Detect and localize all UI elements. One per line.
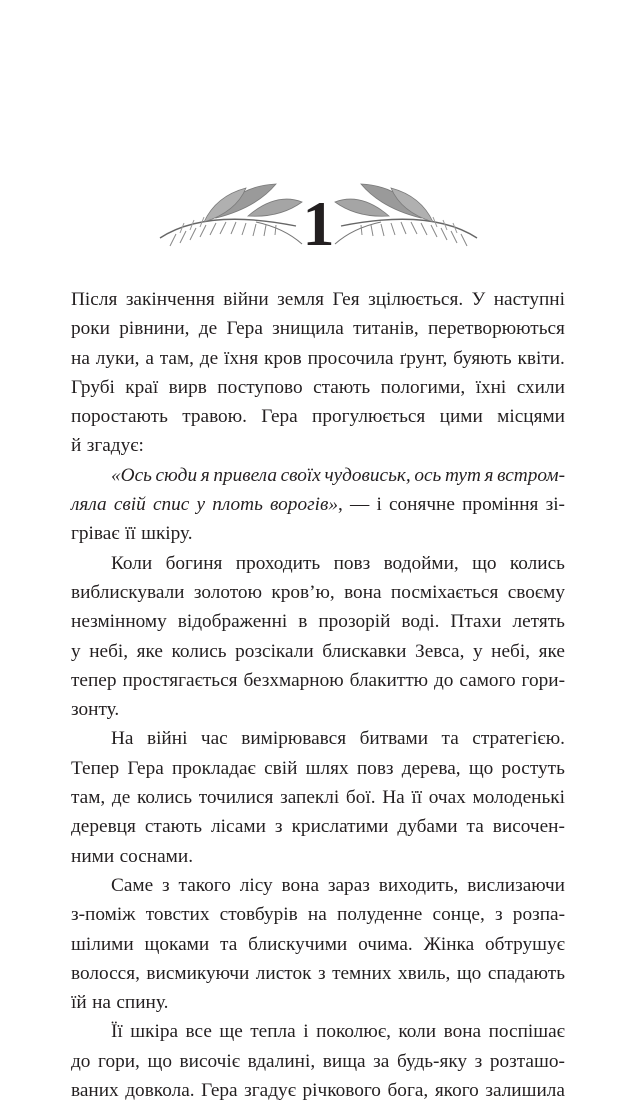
chapter-body [71,285,565,1105]
text-line: Її шкіра все ще тепла і поколює, коли вона поспішає [111,1021,565,1043]
text-line: ними соснами. [71,845,194,867]
text-line: На війні час вимірювався битвами та стратегією. [111,728,565,750]
text-line: шілими щоками та блискучими очима. Жінка обтрушує [71,933,565,955]
text-line: до гори, що височіє вдалині, вища за будь-яку з розташо- [71,1050,565,1072]
paragraph [71,724,565,870]
text-line: Грубі краї вирв поступово стають пологими, їхні схили [71,376,565,398]
text-line: зонту. [71,699,120,721]
text-line: гріває її шкіру. [71,523,193,545]
text-line: «Ось сюди я привела своїх чудовиськ, ось тут я встром- [111,464,565,486]
text-line: їй на спину. [71,992,169,1014]
text-line: Коли богиня проходить повз водойми, що колись [111,552,565,574]
text-line: там, де колись точилися запеклі бої. На її очах молоденькі [71,787,565,809]
paragraph [71,871,565,1017]
text-line: поростають травою. Гера прогулюється цими місцями [71,406,565,428]
text-line: ляла свій спис у плоть ворогів», — і сонячне проміння зі- [71,494,565,516]
text-line: деревця стають лісами з крислатими дубами та височен- [71,816,565,838]
text-line: у небі, яке колись розсікали блискавки Зевса, у небі, яке [71,640,565,662]
text-line: Саме з такого лісу вона зараз виходить, вислизаючи [111,874,565,896]
text-line: Тепер Гера прокладає свій шлях повз дерева, що ростуть [71,757,565,779]
text-line: виблискували золотою кров’ю, вона посміхається своєму [71,581,565,603]
text-line: ваних довкола. Гера згадує річкового бога, якого залишила [71,1080,565,1102]
text-line: на луки, а там, де їхня кров просочила ґрунт, буяють квіти. [71,347,565,369]
text-line: роки рівнини, де Гера знищила титанів, перетворюються [71,318,565,340]
text-line: з-поміж товстих стовбурів на полуденне сонце, з розпа- [71,904,565,926]
paragraph [71,461,565,549]
paragraph [71,1017,565,1105]
text-line: тепер простягається безхмарною блакиттю до самого гори- [71,669,565,691]
text-line: волосся, висмикуючи листок з темних хвиль, що спадають [71,962,565,984]
text-line: й згадує: [71,435,144,457]
text-line: незмінному відображенні в прозорій воді. Птахи летять [71,611,565,633]
text-line: Після закінчення війни земля Гея зцілюється. У наступні [71,289,565,310]
paragraph [71,285,565,461]
chapter-number: 1 [302,188,335,259]
paragraph [71,549,565,725]
